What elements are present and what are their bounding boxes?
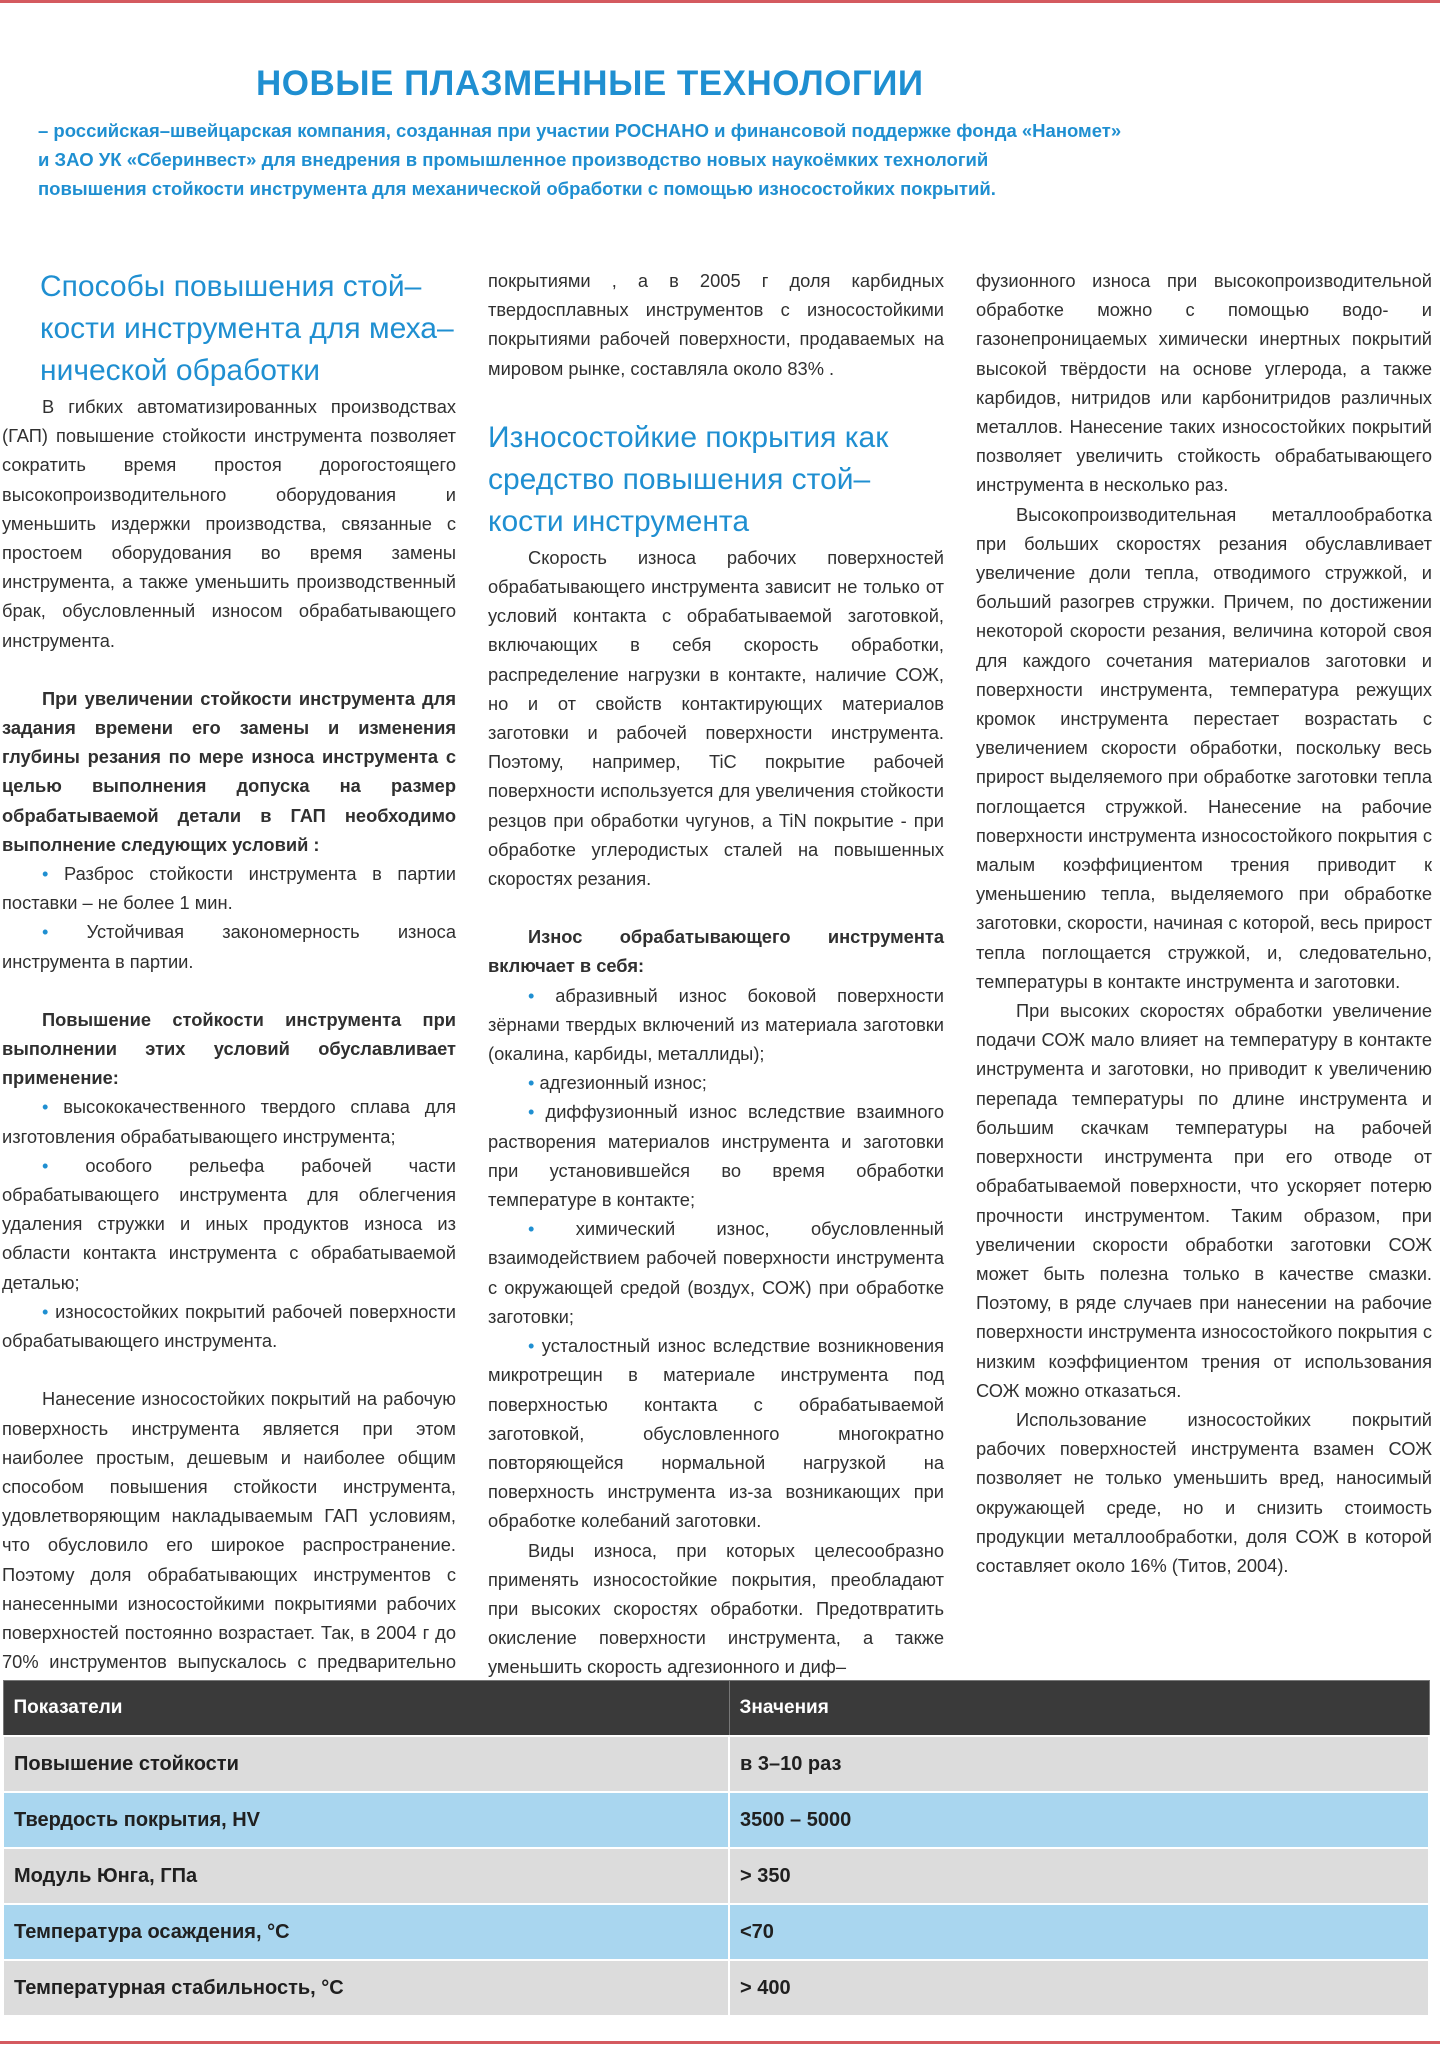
list-item-text: химический износ, обусловленный взаимодействием рабочей поверхности инструмента с окружающей средой (воздух, СОЖ) при обработке заготовки;	[488, 1218, 944, 1327]
paragraph: При высоких скоростях обработки увеличение подачи СОЖ мало влияет на температуру в контакте инструмента и заготовки, но приводит к увеличению перепада температуры по длине инструмента и большим скачкам температуры на рабочей поверхности инструмента при его отводе от обрабатываемой поверхности, что ускоряет потерю прочности инструментом. Таким образом, при увеличении скорости обработки заготовки СОЖ может быть полезна только в качестве смазки. Поэтому, в ряде случаев при нанесении на рабочие поверхности инструмента износостойкого покрытия с низким коэффициентом трения от использования СОЖ можно отказаться.	[976, 1000, 1432, 1401]
table-cell: <70	[729, 1904, 1429, 1960]
bullet-icon: •	[528, 1101, 546, 1123]
text-column-3	[976, 266, 1432, 1580]
list-item-text: диффузионный износ вследствие взаимного растворения материалов инструмента и заготовки при установившейся во время обработки температуре в контакте;	[488, 1101, 944, 1211]
bullet-icon: •	[528, 984, 556, 1006]
article-header	[38, 62, 1418, 203]
table-row	[3, 1960, 1429, 2016]
column-header: Значения	[729, 1681, 1429, 1737]
list-item	[488, 1331, 944, 1535]
table-cell: Модуль Юнга, ГПа	[3, 1848, 729, 1904]
text-column-2	[488, 266, 944, 1682]
table-cell: 3500 – 5000	[729, 1792, 1429, 1848]
text-column-1	[2, 266, 456, 1706]
lead-line: – российская–швейцарская компания, созданная при участии РОСНАНО и финансовой поддержке фонда «Наномет»	[38, 120, 1122, 141]
paragraph: Износ обрабатывающего инструмента включает в себя:	[488, 926, 944, 977]
list-item	[2, 1151, 456, 1297]
paragraph: При увеличении стойкости инструмента для задания времени его замены и изменения глубины резания по мере износа инструмента с целью выполнения допуска на размер обрабатываемой детали в ГАП необходимо выполнение следующих условий :	[2, 687, 456, 855]
list-item	[2, 1092, 456, 1150]
list-item	[488, 1068, 944, 1097]
list-item	[2, 917, 456, 975]
table-row	[3, 1848, 1429, 1904]
bullet-icon: •	[42, 921, 87, 943]
list-item-text: особого рельефа рабочей части обрабатывающего инструмента для облегчения удаления стружки и иных продуктов износа из области контакта инструмента с обрабатываемой деталью;	[2, 1154, 456, 1293]
lead-line: повышения стойкости инструмента для механической обработки с помощью износостойких покрытий.	[38, 178, 996, 199]
table-cell: Твердость покрытия, HV	[3, 1792, 729, 1848]
list-item-text: Разброс стойкости инструмента в партии поставки – не более 1 мин.	[2, 863, 456, 914]
top-rule	[0, 0, 1440, 3]
paragraph: Нанесение износостойких покрытий на рабочую поверхность инструмента является при этом наиболее простым, дешевым и наиболее общим способом повышения стойкости инструмента, удовлетворяющим накладываемым ГАП условиям, что обусловило его широкое распространение. Поэтому доля обрабатывающих инструментов с нанесенными износостойкими покрытиями рабочих поверхностей постоянно возрастает. Так, в 2004 г до 70% инструментов выпускалось с предварительно	[2, 1388, 456, 1673]
list-item	[2, 1297, 456, 1355]
paragraph: Виды износа, при которых целесообразно применять износостойкие покрытия, преобладают при высоких скоростях обработки. Предотвратить окисление поверхности инструмента, а также уменьшить скорость адгезионного и диф–	[488, 1539, 944, 1678]
list-item	[488, 981, 944, 1069]
paragraph: Высокопроизводительная металлообработка при больших скоростях резания обуславливает увеличение доли тепла, отводимого стружкой, и больший разогрев стружки. Причем, по достижении некоторой скорости резания, величина которой своя для каждого сочетания материалов заготовки и поверхности инструмента, температура режущих кромок инструмента перестает возрастать с увеличением скорости обработки, поскольку весь прирост выделяемого при обработке заготовки тепла поглощается стружкой. Нанесение на рабочие поверхности инструмента износостойкого покрытия с малым коэффициентом трения приводит к уменьшению тепла, выделяемого при обработке заготовки, скорости, начиная с которой, весь прирост тепла поглощается стружкой, и, следовательно, температуры в контакте инструмента и заготовки.	[976, 503, 1432, 992]
list-item	[488, 1097, 944, 1214]
table-row	[3, 1792, 1429, 1848]
paragraph: покрытиями , а в 2005 г доля карбидных твердосплавных инструментов с износостойкими покрытиями рабочей поверхности, продаваемых на мировом рынке, составляла около 83% .	[488, 270, 944, 379]
section-heading: Способы повышения стой–кости инструмента для меха–нической обработки	[40, 270, 454, 387]
table-cell: > 350	[729, 1848, 1429, 1904]
table-row	[3, 1736, 1429, 1792]
table-cell: Температура осаждения, °С	[3, 1904, 729, 1960]
bullet-icon: •	[528, 1335, 542, 1357]
article-lead	[38, 116, 1418, 203]
list-item-text: высококачественного твердого сплава для изготовления обрабатывающего инструмента;	[2, 1096, 456, 1147]
bullet-icon: •	[528, 1072, 540, 1094]
table-cell: в 3–10 раз	[729, 1736, 1429, 1792]
list-item	[2, 859, 456, 917]
properties-table	[2, 1680, 1430, 2017]
list-item-text: абразивный износ боковой поверхности зёрнами твердых включений из материала заготовки (окалина, карбиды, металлиды);	[488, 984, 945, 1065]
paragraph: В гибких автоматизированных производствах (ГАП) повышение стойкости инструмента позволяет сократить время простоя дорогостоящего высокопроизводительного оборудования и уменьшить издержки производства, связанные с простоем оборудования во время замены инструмента, а также уменьшить производственный брак, обусловленный износом обрабатывающего инструмента.	[2, 396, 456, 651]
column-header: Показатели	[3, 1681, 729, 1737]
table-cell: Температурная стабильность, °С	[3, 1960, 729, 2016]
bullet-icon: •	[42, 1096, 64, 1118]
page-title: НОВЫЕ ПЛАЗМЕННЫЕ ТЕХНОЛОГИИ	[256, 64, 924, 103]
bullet-icon: •	[42, 863, 64, 885]
list-item-text: адгезионный износ;	[539, 1072, 707, 1094]
list-item-text: усталостный износ вследствие возникновения микротрещин в материале инструмента под поверхностью контакта с обрабатываемой заготовкой, обусловленного многократно повторяющейся нормальной нагрузкой на поверхность инструмента из-за возникающих при обработке колебаний заготовки.	[488, 1335, 945, 1532]
table-cell: > 400	[729, 1960, 1429, 2016]
table-cell: Повышение стойкости	[3, 1736, 729, 1792]
list-item-text: износостойких покрытий рабочей поверхности обрабатывающего инструмента.	[2, 1300, 456, 1352]
paragraph: фузионного износа при высокопроизводительной обработке можно с помощью водо- и газонепроницаемых химически инертных покрытий высокой твёрдости на основе углерода, а также карбидов, нитридов или карбонитридов различных металлов. Нанесение таких износостойких покрытий позволяет увеличить стойкость обрабатывающего инструмента в несколько раз.	[976, 270, 1432, 496]
bullet-icon: •	[42, 1154, 86, 1176]
table-header-row	[3, 1681, 1429, 1737]
list-item-text: Устойчивая закономерность износа инструмента в партии.	[2, 921, 456, 972]
bottom-rule	[0, 2041, 1440, 2044]
bullet-icon: •	[528, 1218, 576, 1240]
paragraph: Повышение стойкости инструмента при выполнении этих условий обуславливает применение:	[2, 1008, 456, 1089]
lead-line: и ЗАО УК «Сберинвест» для внедрения в промышленное производство новых наукоёмких технологий	[38, 149, 989, 170]
bullet-icon: •	[42, 1300, 56, 1322]
section-heading: Износостойкие покрытия как средство повышения стой–кости инструмента	[488, 420, 889, 538]
table-row	[3, 1904, 1429, 1960]
paragraph: Скорость износа рабочих поверхностей обрабатывающего инструмента зависит не только от условий контакта с обрабатываемой заготовкой, включающих в себя скорость обработки, распределение нагрузки в контакте, наличие СОЖ, но и от свойств контактирующих материалов заготовки и рабочей поверхности инструмента. Поэтому, например, TiC покрытие рабочей поверхности используется для увеличения стойкости резцов при обработки чугунов, а TiN покрытие - при обработке углеродистых сталей на повышенных скоростях резания.	[488, 546, 944, 890]
list-item	[488, 1214, 944, 1331]
paragraph: Использование износостойких покрытий рабочих поверхностей инструмента взамен СОЖ позволяет не только уменьшить вред, наносимый окружающей среде, но и снизить стоимость продукции металлообработки, доля СОЖ в которой составляет около 16% (Титов, 2004).	[976, 1408, 1432, 1576]
